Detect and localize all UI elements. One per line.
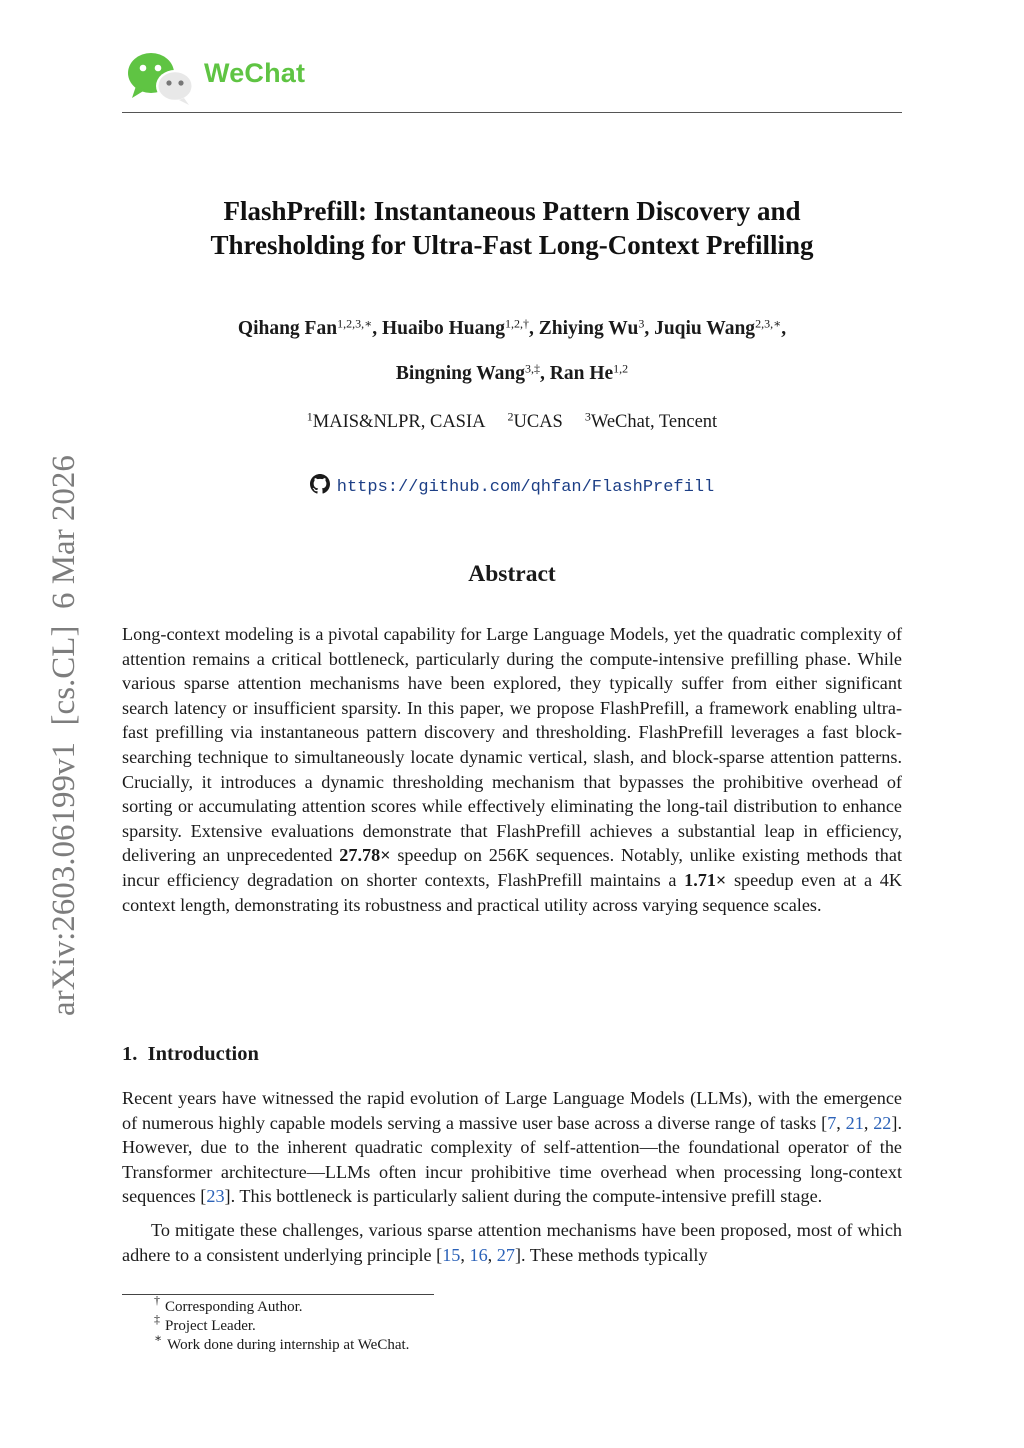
affiliations bbox=[122, 410, 902, 434]
citation-separator: , bbox=[460, 1244, 470, 1265]
header-divider bbox=[122, 112, 902, 113]
footnotes bbox=[154, 1293, 410, 1355]
author-name: Bingning Wang bbox=[395, 363, 526, 384]
citation-separator: , bbox=[487, 1244, 497, 1265]
footnote-mark: ‡ bbox=[154, 1312, 160, 1327]
github-icon bbox=[310, 474, 330, 494]
footnote-text: Work done during internship at WeChat. bbox=[167, 1337, 410, 1353]
citation-separator: , bbox=[863, 1112, 874, 1133]
intro-text: To mitigate these challenges, various sparse attention mechanisms have been proposed, most of which adhere to a consistent underlying principle [ bbox=[122, 1219, 902, 1265]
author-marks: 2,3,∗ bbox=[755, 316, 782, 331]
title-line-2: Thresholding for Ultra-Fast Long-Context Prefilling bbox=[210, 230, 814, 260]
affiliation-name: WeChat, Tencent bbox=[590, 412, 718, 432]
author-marks: 3,‡ bbox=[525, 361, 541, 376]
arxiv-stamp bbox=[46, 416, 82, 1016]
author-name: Zhiying Wu bbox=[538, 318, 639, 339]
abstract-heading: Abstract bbox=[468, 561, 556, 587]
arxiv-id: arXiv:2603.06199v1 bbox=[46, 741, 82, 1016]
citation-link[interactable]: 16 bbox=[469, 1244, 488, 1265]
footnote-text: Corresponding Author. bbox=[165, 1299, 303, 1315]
section-number: 1. bbox=[122, 1043, 138, 1065]
affiliation-mark: 2 bbox=[507, 409, 514, 424]
author-name: Qihang Fan bbox=[237, 318, 338, 339]
intro-text: ]. However, due to the inherent quadratic complexity of self-attention—the foundational operator of the Transformer architecture—LLMs often incur prohibitive time overhead when processing long-context sequences [ bbox=[122, 1112, 902, 1207]
citation-separator: , bbox=[836, 1112, 846, 1133]
citation-link[interactable]: 15 bbox=[442, 1244, 461, 1265]
affiliation-name: MAIS&NLPR, CASIA bbox=[312, 412, 486, 432]
author-name: Huaibo Huang bbox=[381, 318, 505, 339]
intro-text: ]. These methods typically bbox=[514, 1244, 708, 1265]
wechat-logo-icon bbox=[126, 50, 198, 106]
section-heading-introduction bbox=[122, 1040, 259, 1068]
arxiv-date: 6 Mar 2026 bbox=[46, 455, 82, 610]
intro-text: Recent years have witnessed the rapid evolution of Large Language Models (LLMs), with the emergence of numerous highly capable models serving a massive user base across a diverse range of tasks [ bbox=[122, 1088, 902, 1133]
footnote bbox=[154, 1312, 409, 1336]
author-marks: 1,2 bbox=[613, 361, 629, 376]
title-line-1: FlashPrefill: Instantaneous Pattern Discovery and bbox=[223, 196, 801, 226]
author-marks: 1,2,† bbox=[505, 316, 529, 331]
introduction-body bbox=[122, 1086, 902, 1267]
citation-link[interactable]: 21 bbox=[845, 1112, 864, 1133]
citation-link[interactable]: 23 bbox=[206, 1186, 225, 1207]
abstract-text: speedup even at a 4K context length, demonstrating its robustness and practical utility across varying sequence scales. bbox=[122, 869, 902, 915]
arxiv-category: [cs.CL] bbox=[46, 625, 82, 726]
paper-title bbox=[122, 194, 902, 262]
affiliation-mark: 1 bbox=[306, 409, 313, 424]
author-list-line-1: Qihang Fan$^{1,2,3,∗}$, Huaibo Huang$^{1,2,\dagger}$, Zhiying Wu$^3$, Juqiu Wang$^{2,3,∗}$, bbox=[237, 316, 787, 339]
footnote bbox=[154, 1331, 410, 1355]
brand-name: WeChat bbox=[204, 58, 306, 88]
author-marks: 1,2,3,∗ bbox=[337, 316, 373, 331]
intro-text: ]. This bottleneck is particularly salient during the compute-intensive prefill stage. bbox=[224, 1186, 823, 1207]
author-list-line-2: Bingning Wang$^{3,\ddagger}$, Ran He$^{1,2}$ bbox=[395, 361, 629, 384]
section-title: Introduction bbox=[147, 1043, 259, 1065]
repo-link[interactable]: https://github.com/qhfan/FlashPrefill bbox=[336, 478, 715, 497]
footnote-divider bbox=[122, 1294, 434, 1295]
footnote bbox=[154, 1293, 409, 1317]
abstract-text: Long-context modeling is a pivotal capability for Large Language Models, yet the quadratic complexity of attention remains a critical bottleneck, particularly during the compute-intensive prefilling phase. While various sparse attention mechanisms have been explored, they typically suffer from either significant search latency or insufficient sparsity. In this paper, we propose FlashPrefill, a framework enabling ultra-fast prefilling via instantaneous pattern discovery and thresholding. FlashPrefill leverages a fast block-searching technique to simultaneously locate dynamic vertical, slash, and block-sparse attention patterns. Crucially, it introduces a dynamic thresholding mechanism that bypasses the prohibitive overhead of sorting or accumulating attention scores while effectively eliminating the long-tail distribution to enhance sparsity. Extensive evaluations demonstrate that FlashPrefill achieves a substantial leap in efficiency, delivering an unprecedented bbox=[122, 624, 902, 866]
affiliation-mark: 3 bbox=[584, 409, 591, 424]
citation-link[interactable]: 22 bbox=[873, 1112, 892, 1133]
abstract-body bbox=[122, 622, 902, 917]
citation-link[interactable]: 27 bbox=[496, 1244, 515, 1265]
footnote-mark: ∗ bbox=[154, 1331, 163, 1346]
author-name: Juqiu Wang bbox=[654, 318, 756, 339]
speedup-4k: 1.71× bbox=[684, 869, 727, 890]
citation-link[interactable]: 7 bbox=[827, 1112, 837, 1133]
speedup-256k: 27.78× bbox=[339, 845, 391, 866]
repo-row bbox=[122, 474, 902, 500]
footnote-text: Project Leader. bbox=[165, 1318, 256, 1334]
affiliation-name: UCAS bbox=[513, 412, 563, 432]
intro-paragraph-2 bbox=[122, 1218, 902, 1267]
author-name: Ran He bbox=[549, 363, 614, 384]
wechat-logo bbox=[126, 50, 326, 106]
author-marks: 3 bbox=[638, 316, 645, 331]
footnote-mark: † bbox=[154, 1293, 160, 1308]
intro-paragraph-1 bbox=[122, 1086, 902, 1209]
abstract-text: speedup on 256K sequences. Notably, unlike existing methods that incur efficiency degradation on shorter contexts, FlashPrefill maintains a bbox=[122, 845, 902, 890]
